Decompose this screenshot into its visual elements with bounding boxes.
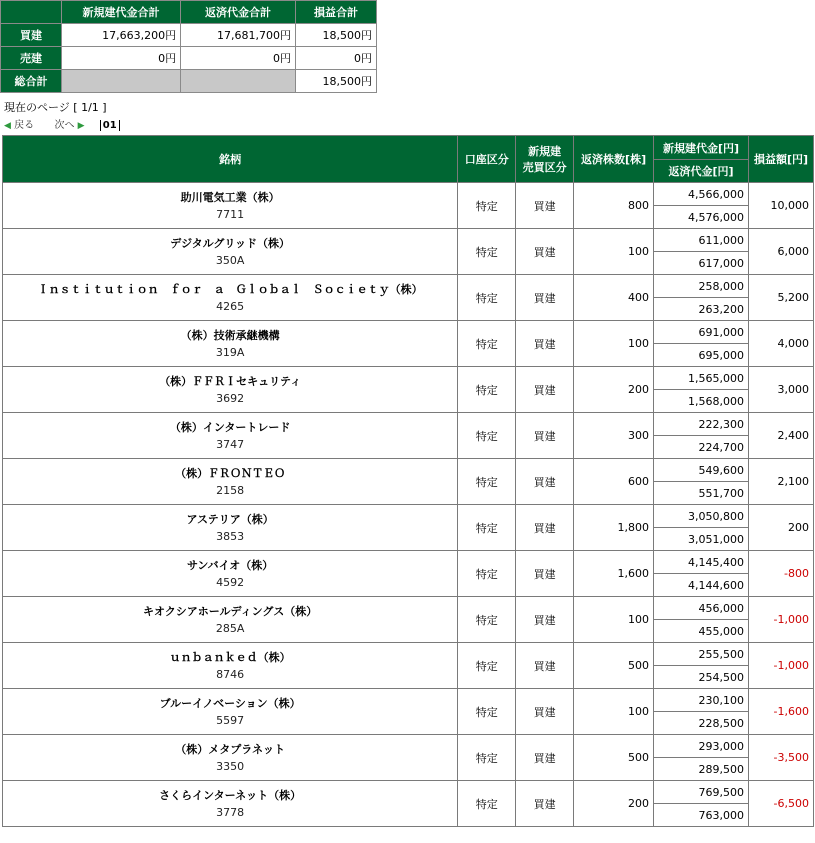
summary-row-total	[1, 70, 377, 93]
new-cost: 222,300	[654, 413, 749, 436]
trade-type: 買建	[516, 551, 574, 597]
profit-loss: 200	[748, 505, 813, 551]
new-cost: 258,000	[654, 275, 749, 298]
close-cost: 1,568,000	[654, 390, 749, 413]
trade-type: 買建	[516, 689, 574, 735]
new-cost: 1,565,000	[654, 367, 749, 390]
close-cost: 695,000	[654, 344, 749, 367]
profit-loss: -1,000	[748, 597, 813, 643]
trade-type: 買建	[516, 781, 574, 827]
new-cost: 230,100	[654, 689, 749, 712]
table-row	[3, 459, 814, 482]
close-shares: 100	[574, 321, 654, 367]
stock-name[interactable]: （株）ＦＲＯＮＴＥＯ	[175, 466, 286, 480]
account-type: 特定	[458, 321, 516, 367]
close-cost: 3,051,000	[654, 528, 749, 551]
new-cost: 3,050,800	[654, 505, 749, 528]
stock-name[interactable]: キオクシアホールディングス（株）	[142, 604, 318, 618]
stock-code: 4592	[216, 575, 245, 589]
stock-cell	[3, 551, 458, 597]
summary-header-new: 新規建代金合計	[62, 1, 181, 24]
profit-loss: 2,100	[748, 459, 813, 505]
new-cost: 549,600	[654, 459, 749, 482]
profit-loss: 10,000	[748, 183, 813, 229]
stock-cell	[3, 735, 458, 781]
trade-type: 買建	[516, 275, 574, 321]
summary-row-sell	[1, 47, 377, 70]
close-shares: 800	[574, 183, 654, 229]
summary-table	[0, 0, 377, 93]
header-account: 口座区分	[458, 136, 516, 183]
stock-cell	[3, 229, 458, 275]
summary-total-blank	[181, 70, 296, 93]
summary-corner	[1, 1, 62, 24]
trade-type: 買建	[516, 183, 574, 229]
profit-loss: -1,000	[748, 643, 813, 689]
prev-link[interactable]: 戻る	[14, 120, 35, 131]
account-type: 特定	[458, 643, 516, 689]
profit-loss: 5,200	[748, 275, 813, 321]
stock-name[interactable]: （株）インタートレード	[169, 420, 291, 434]
header-name: 銘柄	[3, 136, 458, 183]
account-type: 特定	[458, 505, 516, 551]
stock-cell	[3, 505, 458, 551]
profit-loss: 3,000	[748, 367, 813, 413]
trade-type: 買建	[516, 229, 574, 275]
close-shares: 200	[574, 781, 654, 827]
close-cost: 289,500	[654, 758, 749, 781]
trade-type: 買建	[516, 643, 574, 689]
new-cost: 4,145,400	[654, 551, 749, 574]
stock-code: 285A	[215, 621, 245, 635]
stock-code: 3778	[216, 805, 245, 819]
close-cost: 4,576,000	[654, 206, 749, 229]
profit-loss: -6,500	[748, 781, 813, 827]
new-cost: 4,566,000	[654, 183, 749, 206]
stock-cell	[3, 275, 458, 321]
close-cost: 263,200	[654, 298, 749, 321]
stock-name[interactable]: サンバイオ（株）	[186, 558, 274, 572]
summary-total-blank	[62, 70, 181, 93]
stock-code: 319A	[215, 345, 245, 359]
summary-buy-new: 17,663,200円	[62, 24, 181, 47]
header-trade-line2: 売買区分	[522, 161, 567, 174]
account-type: 特定	[458, 551, 516, 597]
summary-row-label: 買建	[1, 24, 62, 47]
new-cost: 293,000	[654, 735, 749, 758]
pager	[4, 116, 120, 131]
account-type: 特定	[458, 367, 516, 413]
stock-code: 2158	[216, 483, 245, 497]
stock-name[interactable]: （株）メタプラネット	[175, 742, 285, 756]
positions-table	[2, 135, 814, 827]
trade-type: 買建	[516, 459, 574, 505]
stock-cell	[3, 321, 458, 367]
account-type: 特定	[458, 689, 516, 735]
trade-type: 買建	[516, 413, 574, 459]
stock-cell	[3, 781, 458, 827]
close-shares: 200	[574, 367, 654, 413]
table-row	[3, 367, 814, 390]
summary-buy-close: 17,681,700円	[181, 24, 296, 47]
summary-sell-new: 0円	[62, 47, 181, 70]
summary-total-label: 総合計	[1, 70, 62, 93]
stock-code: 3692	[216, 391, 245, 405]
table-row	[3, 321, 814, 344]
table-row	[3, 597, 814, 620]
profit-loss: -800	[748, 551, 813, 597]
trade-type: 買建	[516, 597, 574, 643]
account-type: 特定	[458, 597, 516, 643]
table-row	[3, 275, 814, 298]
stock-code: 3853	[216, 529, 245, 543]
account-type: 特定	[458, 229, 516, 275]
table-row	[3, 689, 814, 712]
stock-cell	[3, 413, 458, 459]
table-row	[3, 643, 814, 666]
table-row	[3, 229, 814, 252]
stock-code: 5597	[216, 713, 245, 727]
summary-row-buy	[1, 24, 377, 47]
summary-sell-pl: 0円	[295, 47, 376, 70]
stock-code: 7711	[216, 207, 245, 221]
summary-buy-pl: 18,500円	[295, 24, 376, 47]
profit-loss: 4,000	[748, 321, 813, 367]
stock-cell	[3, 643, 458, 689]
close-cost: 763,000	[654, 804, 749, 827]
new-cost: 611,000	[654, 229, 749, 252]
stock-name[interactable]: デジタルグリッド（株）	[170, 236, 290, 250]
stock-name[interactable]: 助川電気工業（株）	[180, 190, 280, 204]
close-cost: 4,144,600	[654, 574, 749, 597]
stock-name[interactable]: さくらインターネット（株）	[159, 788, 302, 802]
close-shares: 1,600	[574, 551, 654, 597]
stock-name[interactable]: ｕｎｂａｎｋｅｄ（株）	[169, 650, 291, 664]
close-shares: 500	[574, 643, 654, 689]
stock-name[interactable]: Ｉｎｓｔｉｔｕｔｉｏｎ ｆｏｒ ａ Ｇｌｏｂａｌ Ｓｏｃｉｅｔｙ（株）	[37, 282, 423, 296]
positions-body	[3, 183, 814, 827]
stock-code: 350A	[215, 253, 245, 267]
triangle-left-icon: ◀	[4, 121, 11, 131]
account-type: 特定	[458, 183, 516, 229]
trade-type: 買建	[516, 735, 574, 781]
stock-cell	[3, 367, 458, 413]
table-row	[3, 735, 814, 758]
close-shares: 1,800	[574, 505, 654, 551]
close-shares: 400	[574, 275, 654, 321]
close-shares: 100	[574, 689, 654, 735]
summary-row-label: 売建	[1, 47, 62, 70]
header-new-cost: 新規建代金[円]	[654, 136, 749, 160]
stock-cell	[3, 689, 458, 735]
close-cost: 455,000	[654, 620, 749, 643]
triangle-right-icon: ▶	[77, 121, 85, 131]
close-shares: 100	[574, 229, 654, 275]
stock-name[interactable]: （株）ＦＦＲＩセキュリティ	[159, 374, 302, 388]
account-type: 特定	[458, 275, 516, 321]
account-type: 特定	[458, 781, 516, 827]
trade-type: 買建	[516, 505, 574, 551]
profit-loss: -3,500	[748, 735, 813, 781]
close-cost: 254,500	[654, 666, 749, 689]
trade-type: 買建	[516, 367, 574, 413]
next-link[interactable]: 次へ	[54, 120, 75, 131]
stock-cell	[3, 459, 458, 505]
stock-code: 4265	[216, 299, 245, 313]
table-row	[3, 183, 814, 206]
summary-header-pl: 損益合計	[295, 1, 376, 24]
stock-name[interactable]: アステリア（株）	[186, 512, 274, 526]
close-shares: 300	[574, 413, 654, 459]
account-type: 特定	[458, 459, 516, 505]
page-link-01[interactable]: 01	[100, 120, 120, 131]
stock-cell	[3, 597, 458, 643]
header-trade-line1: 新規建	[528, 145, 562, 158]
account-type: 特定	[458, 413, 516, 459]
close-cost: 551,700	[654, 482, 749, 505]
close-cost: 228,500	[654, 712, 749, 735]
header-close-cost: 返済代金[円]	[654, 160, 749, 183]
close-shares: 500	[574, 735, 654, 781]
header-trade	[516, 136, 574, 183]
stock-code: 8746	[216, 667, 245, 681]
stock-name[interactable]: ブルーイノベーション（株）	[159, 696, 301, 710]
stock-code: 3350	[216, 759, 245, 773]
new-cost: 691,000	[654, 321, 749, 344]
table-row	[3, 781, 814, 804]
summary-sell-close: 0円	[181, 47, 296, 70]
profit-loss: 2,400	[748, 413, 813, 459]
page-info: 現在のページ [ 1/1 ]	[4, 101, 107, 114]
close-shares: 100	[574, 597, 654, 643]
table-row	[3, 505, 814, 528]
close-cost: 224,700	[654, 436, 749, 459]
stock-cell	[3, 183, 458, 229]
profit-loss: -1,600	[748, 689, 813, 735]
new-cost: 456,000	[654, 597, 749, 620]
close-cost: 617,000	[654, 252, 749, 275]
stock-code: 3747	[216, 437, 245, 451]
new-cost: 769,500	[654, 781, 749, 804]
account-type: 特定	[458, 735, 516, 781]
new-cost: 255,500	[654, 643, 749, 666]
profit-loss: 6,000	[748, 229, 813, 275]
summary-header-close: 返済代金合計	[181, 1, 296, 24]
stock-name[interactable]: （株）技術承継機構	[180, 328, 280, 342]
header-pl: 損益額[円]	[748, 136, 813, 183]
close-shares: 600	[574, 459, 654, 505]
table-row	[3, 413, 814, 436]
summary-total-pl: 18,500円	[295, 70, 376, 93]
trade-type: 買建	[516, 321, 574, 367]
table-row	[3, 551, 814, 574]
header-shares: 返済株数[株]	[574, 136, 654, 183]
